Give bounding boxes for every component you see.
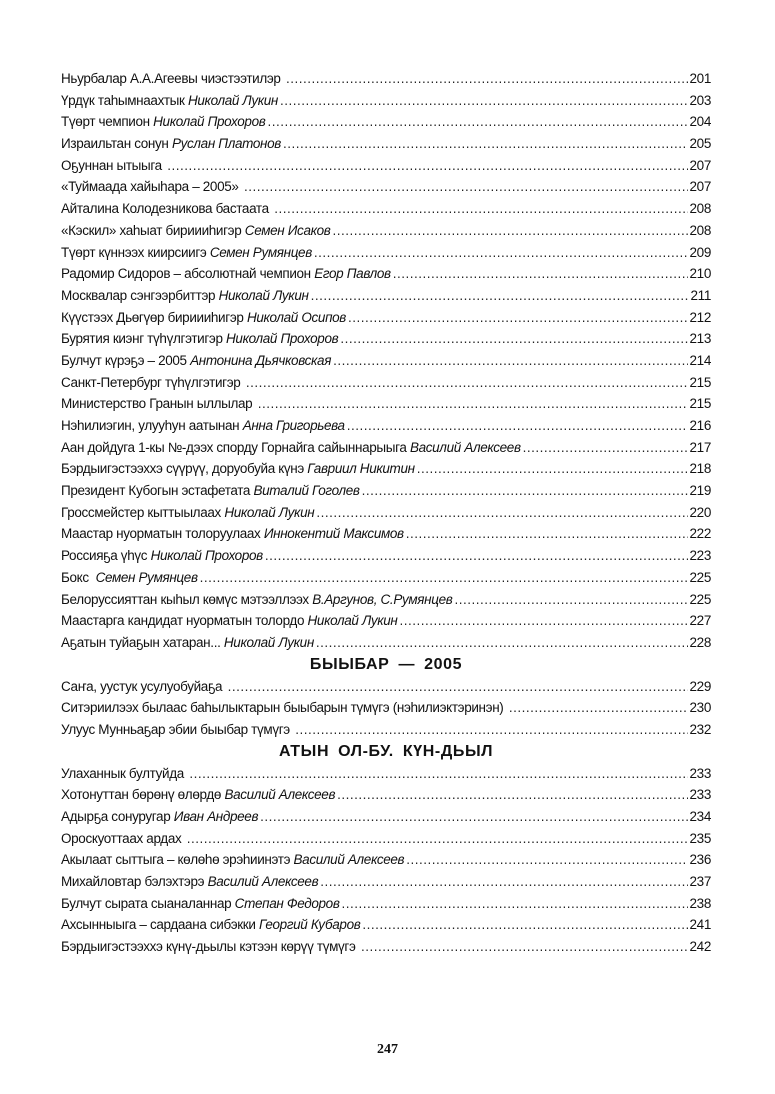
entry-page-number: 216 <box>689 418 711 433</box>
entry-page-number: 238 <box>689 895 711 911</box>
entry-author: Егор Павлов <box>314 266 391 282</box>
section-heading: БЫЫБАР — 2005 <box>309 655 463 673</box>
dot-leader <box>333 350 687 372</box>
entry-title-text: Аан дойдуга 1-кы №-дээх спорду Горнайга сайыннарыыга <box>61 439 410 455</box>
entry-title-text: Акылаат сыттыга – көлөһө эрэһиинэтэ <box>61 852 294 868</box>
entry-title <box>61 719 293 741</box>
toc-entry[interactable] <box>61 68 711 90</box>
entry-title-text: Бурятия киэнг түһүлгэтигэр <box>61 331 227 347</box>
toc-entry[interactable] <box>61 458 711 480</box>
entry-page-number: 212 <box>689 309 711 325</box>
entry-page-number: 214 <box>689 352 711 368</box>
entry-page-number: 230 <box>689 700 711 716</box>
entry-title <box>61 936 359 958</box>
entry-page-number: 241 <box>689 917 711 933</box>
entry-author: Николай Лукин <box>307 613 398 629</box>
toc-entry[interactable] <box>61 263 711 285</box>
dot-leader <box>314 242 688 264</box>
entry-title <box>61 133 281 155</box>
toc-entry[interactable] <box>61 849 711 871</box>
dot-leader <box>417 458 688 480</box>
entry-title <box>61 545 263 567</box>
entry-title <box>61 480 360 502</box>
entry-title <box>61 632 314 654</box>
entry-title <box>61 763 187 785</box>
dot-leader <box>316 502 687 524</box>
entry-title-text: Михайловтар бэлэхтэрэ <box>61 874 208 890</box>
entry-title-text: Түөрт күннээх киирсиигэ <box>61 244 210 260</box>
toc-entry[interactable] <box>61 871 711 893</box>
entry-title-text: Күүстээх Дьөгүөр бириииһигэр <box>61 309 247 325</box>
toc-entry[interactable] <box>61 220 711 242</box>
entry-title <box>61 828 185 850</box>
dot-leader <box>333 220 688 242</box>
dot-leader <box>454 589 687 611</box>
dot-leader <box>228 676 688 698</box>
entry-page-number: 207 <box>689 157 711 173</box>
entry-title-text: Адырҕа сонуругар <box>61 809 174 824</box>
entry-title-text: Израильтан сонун <box>61 136 172 152</box>
entry-title <box>61 328 338 350</box>
entry-page-number: 237 <box>689 874 711 890</box>
entry-title-text: Санкт-Петербург түһүлгэтигэр <box>61 374 244 390</box>
entry-title <box>61 502 314 524</box>
toc-entry[interactable] <box>61 784 711 806</box>
entry-title <box>61 68 284 90</box>
toc-entry[interactable] <box>61 567 711 589</box>
entry-title-text: Нэһилиэгин, улууһун аатынан <box>61 418 243 433</box>
toc-entry[interactable] <box>61 307 711 329</box>
entry-author: Антонина Дьячковская <box>190 352 332 368</box>
dot-leader <box>348 307 688 329</box>
entry-title <box>61 437 521 459</box>
toc-entry[interactable] <box>61 415 711 437</box>
dot-leader <box>362 914 687 936</box>
entry-title <box>61 893 340 915</box>
entry-title-text: Ороскуоттаах ардах <box>61 830 185 846</box>
entry-page-number: 222 <box>689 526 711 542</box>
entry-page-number: 215 <box>689 396 711 412</box>
entry-title-text: Түөрт чемпион <box>61 114 154 130</box>
entry-author: Гавриил Никитин <box>307 461 415 477</box>
toc-entry[interactable] <box>61 936 711 958</box>
entry-author: Николай Лукин <box>218 287 309 303</box>
entry-title-text: Ситэриилээх былаас баһылыктарын быыбарын түмүгэ (нэһилиэктэринэн) <box>61 700 507 716</box>
entry-title-text: Маастар нуорматын толоруулаах <box>61 526 264 542</box>
entry-title <box>61 697 507 719</box>
toc-entry[interactable] <box>61 806 711 828</box>
dot-leader <box>244 176 688 198</box>
entry-page-number: 207 <box>689 179 711 195</box>
entry-author: Руслан Платонов <box>171 136 281 152</box>
entry-page-number: 235 <box>689 830 711 846</box>
entry-page-number: 218 <box>689 461 711 477</box>
entry-title-text: Москвалар сэнгээрбиттэр <box>61 287 219 303</box>
toc-entry[interactable] <box>61 133 711 155</box>
entry-author: Николай Прохоров <box>153 114 266 130</box>
entry-title <box>61 350 331 372</box>
dot-leader <box>362 480 688 502</box>
toc-entry[interactable] <box>61 285 711 307</box>
dot-leader <box>316 632 688 654</box>
entry-title-text: Ньурбалар А.А.Агеевы чиэстээтилэр <box>61 71 284 86</box>
entry-title-text: Булчут сырата сыаналаннар <box>61 895 235 911</box>
entry-page-number: 208 <box>689 222 711 238</box>
entry-title-text: Гроссмейстер кыттыылаах <box>61 504 225 520</box>
dot-leader <box>509 697 688 719</box>
dot-leader <box>406 523 688 545</box>
entry-title <box>61 220 331 242</box>
dot-leader <box>393 263 688 285</box>
entry-title <box>61 263 391 285</box>
toc-entry[interactable] <box>61 90 711 112</box>
entry-page-number: 210 <box>689 266 711 282</box>
toc-entry[interactable] <box>61 610 711 632</box>
entry-author: Семен Исаков <box>244 222 331 238</box>
entry-author: Иван Андреев <box>173 809 259 824</box>
entry-page-number: 203 <box>689 92 711 108</box>
toc-entry[interactable] <box>61 676 711 698</box>
entry-page-number: 213 <box>689 331 711 347</box>
entry-title <box>61 198 272 220</box>
entry-title-text: Президент Кубогын эстафетата <box>61 483 254 499</box>
entry-page-number: 236 <box>689 852 711 868</box>
entry-title <box>61 523 404 545</box>
entry-title <box>61 610 398 632</box>
dot-leader <box>311 285 689 307</box>
entry-title <box>61 155 165 177</box>
entry-title <box>61 372 244 394</box>
dot-leader <box>361 936 688 958</box>
entry-author: Виталий Гоголев <box>253 483 360 499</box>
entry-title-text: Оҕуннан ытыыга <box>61 157 166 173</box>
entry-page-number: 219 <box>689 483 711 499</box>
entry-page-number: 234 <box>689 809 711 824</box>
entry-title-text: Саҥа, уустук усулуобуйаҕа <box>61 678 226 694</box>
entry-author: Николай Прохоров <box>150 548 263 564</box>
entry-title <box>61 871 318 893</box>
toc-entry[interactable] <box>61 914 711 936</box>
dot-leader <box>189 763 687 785</box>
entry-author: Анна Григорьева <box>242 418 345 433</box>
toc-entry[interactable] <box>61 828 711 850</box>
entry-title-text: Министерство Гранын ыллылар <box>61 396 256 412</box>
entry-page-number: 211 <box>690 287 711 303</box>
toc-entry[interactable] <box>61 589 711 611</box>
entry-title-text: Радомир Сидоров – абсолютнай чемпион <box>61 266 315 282</box>
entry-title-text: Россияҕа үһүс <box>61 548 151 564</box>
entry-title-text: Белоруссияттан кыһыл көмүс мэтээллээх <box>61 591 313 607</box>
entry-page-number: 215 <box>689 374 711 390</box>
entry-title-text: Улаханнык бултуйда <box>61 765 188 781</box>
toc-entry[interactable] <box>61 437 711 459</box>
entry-page-number: 225 <box>689 591 711 607</box>
toc-entry[interactable] <box>61 111 711 133</box>
dot-leader <box>337 784 687 806</box>
dot-leader <box>267 111 687 133</box>
entry-title <box>61 784 335 806</box>
dot-leader <box>406 849 687 871</box>
toc-entry[interactable] <box>61 176 711 198</box>
entry-page-number: 205 <box>689 136 711 152</box>
entry-page-number: 229 <box>689 678 711 694</box>
dot-leader <box>320 871 687 893</box>
entry-author: В.Аргунов, С.Румянцев <box>312 591 453 607</box>
entry-page-number: 223 <box>689 548 711 564</box>
entry-title <box>61 458 415 480</box>
toc-entry[interactable] <box>61 242 711 264</box>
dot-leader <box>280 90 688 112</box>
entry-title-text: Үрдүк таһымнаахтык <box>61 92 188 108</box>
dot-leader <box>295 719 687 741</box>
toc-entry[interactable] <box>61 372 711 394</box>
dot-leader <box>286 68 688 90</box>
entry-author: Николай Прохоров <box>226 331 339 347</box>
entry-page-number: 242 <box>689 939 711 955</box>
entry-title <box>61 176 242 198</box>
dot-leader <box>187 828 688 850</box>
entry-page-number: 209 <box>689 244 711 260</box>
entry-title-text: «Туймаада хайыһара – 2005» <box>61 179 242 195</box>
entry-title-text: Маастарга кандидат нуорматын толордо <box>61 613 308 629</box>
dot-leader <box>258 393 688 415</box>
entry-title-text: Бокс <box>61 569 96 585</box>
entry-page-number: 227 <box>689 613 711 629</box>
entry-title <box>61 567 198 589</box>
section-heading: АТЫН ОЛ-БУ. КҮН-ДЬЫЛ <box>278 742 494 760</box>
dot-leader <box>246 372 688 394</box>
entry-page-number: 225 <box>689 569 711 585</box>
entry-author: Степан Федоров <box>234 895 340 911</box>
entry-author: Николай Лукин <box>188 92 278 108</box>
entry-title <box>61 806 258 828</box>
entry-title-text: Улуус Мунньаҕар эбии быыбар түмүгэ <box>61 721 294 737</box>
toc-entry[interactable] <box>61 893 711 915</box>
dot-leader <box>274 198 687 220</box>
dot-leader <box>340 328 687 350</box>
entry-author: Николай Лукин <box>224 504 315 520</box>
toc-entry[interactable] <box>61 350 711 372</box>
entry-author: Василий Алексеев <box>409 439 521 455</box>
entry-title-text: Аҕатын туйаҕын хатаран... <box>61 634 224 650</box>
entry-title <box>61 242 312 264</box>
toc-entry[interactable] <box>61 523 711 545</box>
entry-page-number: 228 <box>689 634 711 650</box>
entry-title <box>61 589 452 611</box>
dot-leader <box>283 133 688 155</box>
entry-title <box>61 393 256 415</box>
entry-title-text: Булчут күрэҕэ – 2005 <box>61 352 191 368</box>
entry-title <box>61 285 309 307</box>
toc-entry[interactable] <box>61 763 711 785</box>
entry-page-number: 217 <box>689 439 711 455</box>
entry-author: Василий Алексеев <box>293 852 405 868</box>
entry-page-number: 208 <box>689 201 711 217</box>
dot-leader <box>342 893 688 915</box>
entry-author: Иннокентий Максимов <box>263 526 404 542</box>
entry-author: Василий Алексеев <box>224 787 336 803</box>
dot-leader <box>200 567 688 589</box>
entry-author: Семен Румянцев <box>209 244 312 260</box>
toc-entry[interactable] <box>61 719 711 741</box>
entry-title-text: «Кэскил» хаһыат бириииһигэр <box>61 222 245 238</box>
toc-entry[interactable] <box>61 545 711 567</box>
dot-leader <box>167 155 687 177</box>
entry-author: Николай Осипов <box>246 309 347 325</box>
entry-title-text: Бэрдыигэстээххэ күнү-дьылы кэтээн көрүү түмүгэ <box>61 939 359 955</box>
toc-entry[interactable] <box>61 632 711 654</box>
toc-entry[interactable] <box>61 393 711 415</box>
entry-title <box>61 415 345 437</box>
entry-title <box>61 676 226 698</box>
toc-entry[interactable] <box>61 155 711 177</box>
entry-title-text: Ахсынныыга – сардаана сибэкки <box>61 917 259 933</box>
entry-page-number: 220 <box>689 504 711 520</box>
entry-title <box>61 849 404 871</box>
toc-entry[interactable] <box>61 502 711 524</box>
dot-leader <box>347 415 688 437</box>
entry-author: Николай Лукин <box>223 634 314 650</box>
entry-page-number: 232 <box>689 721 711 737</box>
entry-page-number: 204 <box>689 114 711 130</box>
toc-entry[interactable] <box>61 697 711 719</box>
entry-page-number: 201 <box>689 71 711 86</box>
entry-author: Георгий Кубаров <box>258 917 361 933</box>
entry-title-text: Бэрдыигэстээххэ сүүрүү, доруобуйа күнэ <box>61 461 308 477</box>
entry-author: Василий Алексеев <box>207 874 319 890</box>
entry-page-number: 233 <box>689 787 711 803</box>
table-of-contents <box>61 68 711 958</box>
entry-page-number: 233 <box>689 765 711 781</box>
dot-leader <box>400 610 688 632</box>
toc-entry[interactable] <box>61 480 711 502</box>
toc-entry[interactable] <box>61 328 711 350</box>
entry-title-text: Хотонуттан бөрөнү өлөрдө <box>61 787 225 803</box>
entry-title <box>61 914 360 936</box>
dot-leader <box>260 806 687 828</box>
dot-leader <box>523 437 688 459</box>
toc-entry[interactable] <box>61 198 711 220</box>
entry-title <box>61 307 346 329</box>
page-number: 247 <box>377 1042 398 1057</box>
entry-author: Семен Румянцев <box>95 569 198 585</box>
dot-leader <box>265 545 688 567</box>
entry-title-text: Айталина Колодезникова бастаата <box>61 201 273 217</box>
entry-title <box>61 111 265 133</box>
entry-title <box>61 90 278 112</box>
